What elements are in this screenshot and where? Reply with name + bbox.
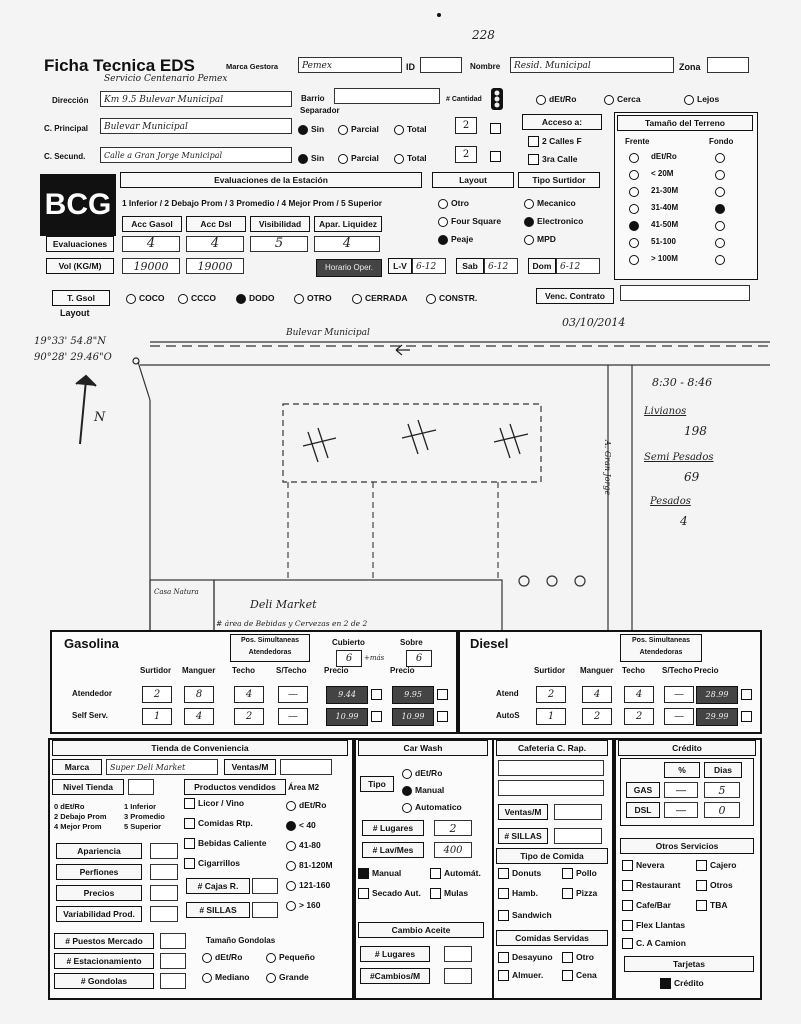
c-principal-label: C. Principal bbox=[44, 124, 89, 133]
bcg-logo: BCG bbox=[40, 174, 116, 236]
evaluaciones-scale: 1 Inferior / 2 Debajo Prom / 3 Promedio / 4 Mejor Prom / 5 Superior bbox=[122, 198, 383, 208]
comida-tipo-0[interactable]: Donuts bbox=[498, 868, 541, 879]
comida-blank-2[interactable] bbox=[498, 780, 604, 796]
otros-item-5[interactable]: TBA bbox=[696, 900, 727, 911]
credito-dsl-dias[interactable]: 0 bbox=[704, 802, 740, 818]
cambio-aceite-header: Cambio Aceite bbox=[358, 922, 484, 938]
sillas-field[interactable] bbox=[252, 902, 278, 918]
gasolina-cell[interactable]: 2 bbox=[234, 708, 264, 725]
carwash-lav-label: # Lav/Mes bbox=[362, 842, 424, 858]
comida-blank-1[interactable] bbox=[498, 760, 604, 776]
fondo-radio[interactable] bbox=[715, 170, 725, 180]
gasolina-col-header: Precio bbox=[390, 666, 415, 675]
tienda-level: 3 Promedio bbox=[124, 812, 165, 821]
comida-sillas-field[interactable] bbox=[554, 828, 602, 844]
fondo-radio[interactable] bbox=[715, 153, 725, 163]
stat-value-2: 4 bbox=[680, 514, 688, 528]
mas-label: +más bbox=[364, 654, 385, 662]
pump-island-icons bbox=[303, 420, 528, 462]
tienda-eval-field[interactable] bbox=[150, 843, 178, 859]
comida-ventas-label: Ventas/M bbox=[498, 804, 548, 820]
tienda-marca-label: Marca bbox=[52, 759, 102, 775]
terreno-header: Tamaño del Terreno bbox=[617, 115, 753, 131]
property-edge-line bbox=[138, 362, 150, 400]
c-secund-total[interactable]: Total bbox=[394, 153, 427, 164]
cambio-lugares-field[interactable] bbox=[444, 946, 472, 962]
stat-label-2: Pesados bbox=[650, 496, 691, 507]
tarjetas-header: Tarjetas bbox=[624, 956, 754, 972]
acceso-2-calles[interactable]: 2 Calles F bbox=[528, 136, 582, 147]
c-secund-parcial[interactable]: Parcial bbox=[338, 153, 379, 164]
comida-header: Cafeteria C. Rap. bbox=[496, 740, 608, 756]
col-apar-liquidez: Apar. Liquidez bbox=[314, 216, 382, 232]
tienda-eval-field[interactable] bbox=[150, 906, 178, 922]
c-principal-check[interactable] bbox=[490, 120, 504, 138]
carwash-header: Car Wash bbox=[358, 740, 488, 756]
gasolina-cell[interactable]: 4 bbox=[234, 686, 264, 703]
dom-field[interactable]: 6-12 bbox=[556, 258, 600, 274]
gasolina-cell[interactable]: — bbox=[278, 708, 308, 725]
c-principal-sin[interactable]: Sin bbox=[298, 124, 324, 135]
comida-tipo-3[interactable]: Pizza bbox=[562, 888, 597, 899]
sillas-label: # SILLAS bbox=[186, 902, 250, 918]
eval-acc-dsl[interactable]: 4 bbox=[186, 236, 244, 252]
otros-item-3[interactable]: Otros bbox=[696, 880, 733, 891]
tipo-gasol-otro[interactable]: OTRO bbox=[294, 293, 332, 304]
north-arrow-icon bbox=[76, 376, 96, 444]
horario-label: Horario Oper. bbox=[316, 259, 382, 277]
comida-tipo-4[interactable]: Sandwich bbox=[498, 910, 552, 921]
fondo-radio[interactable] bbox=[715, 238, 725, 248]
eval-acc-gasol[interactable]: 4 bbox=[122, 236, 180, 252]
layout-option-1[interactable]: Four Square bbox=[438, 216, 501, 227]
gasolina-price[interactable]: 10.99 bbox=[392, 708, 434, 726]
carwash-extra-secado[interactable]: Secado Aut. bbox=[358, 888, 421, 899]
coordinate-point-icon bbox=[133, 358, 139, 364]
c-principal-parcial[interactable]: Parcial bbox=[338, 124, 379, 135]
diesel-col-header: Techo bbox=[622, 666, 645, 675]
coordinate-2: 90°28' 29.46"O bbox=[34, 352, 112, 363]
frente-radio[interactable] bbox=[629, 255, 639, 265]
diesel-cell[interactable]: 2 bbox=[582, 708, 612, 725]
eval-apar-liquidez[interactable]: 4 bbox=[314, 236, 380, 252]
fondo-radio[interactable] bbox=[715, 187, 725, 197]
tienda-eval-field[interactable] bbox=[150, 864, 178, 880]
carwash-lugares-field[interactable]: 2 bbox=[434, 820, 472, 836]
marca-gestora-note: Servicio Centenario Pemex bbox=[104, 74, 228, 84]
terreno-row-label: < 20M bbox=[651, 169, 674, 178]
site-sketch bbox=[0, 320, 801, 632]
lejos-option[interactable]: Lejos bbox=[684, 94, 719, 105]
gasolina-cell[interactable]: 1 bbox=[142, 708, 172, 725]
frente-radio[interactable] bbox=[629, 221, 639, 231]
tienda-level: 1 Inferior bbox=[124, 802, 157, 811]
carwash-lav-field[interactable]: 400 bbox=[434, 842, 472, 858]
tamano-option-1[interactable]: Pequeño bbox=[266, 952, 315, 963]
puestos-label: # Puestos Mercado bbox=[54, 933, 154, 949]
otros-item-4[interactable]: Cafe/Bar bbox=[622, 900, 671, 911]
traffic-count-hours: 8:30 - 8:46 bbox=[652, 376, 713, 389]
gasolina-price[interactable]: 9.44 bbox=[326, 686, 368, 704]
otros-item-7[interactable]: C. A Camion bbox=[622, 938, 686, 949]
credito-header: Crédito bbox=[618, 740, 756, 756]
area-option[interactable]: dEt/Ro bbox=[286, 800, 326, 811]
stat-value-0: 198 bbox=[684, 424, 707, 438]
cajas-label: # Cajas R. bbox=[186, 878, 250, 894]
tipo-gasol-dodo[interactable]: DODO bbox=[236, 293, 275, 304]
store-label: Deli Market bbox=[250, 598, 317, 611]
nombre-field[interactable]: Resid. Municipal bbox=[510, 57, 674, 73]
tienda-eval-label: Apariencia bbox=[56, 843, 142, 859]
diesel-col-header: Manguer bbox=[580, 666, 614, 675]
carwash-tipo-1[interactable]: Manual bbox=[402, 785, 444, 796]
producto-item[interactable]: Cigarrillos bbox=[184, 858, 240, 869]
tienda-level: 2 Debajo Prom bbox=[54, 812, 107, 821]
direccion-label: Dirección bbox=[52, 96, 89, 105]
gasolina-cell[interactable]: 4 bbox=[184, 708, 214, 725]
cambio-mes-label: #Cambios/M bbox=[360, 968, 430, 984]
cerca-option[interactable]: Cerca bbox=[604, 94, 641, 105]
area-option[interactable]: 41-80 bbox=[286, 840, 321, 851]
carwash-extra-automat[interactable]: Automát. bbox=[430, 868, 481, 879]
stat-label-1: Semi Pesados bbox=[644, 452, 714, 463]
left-box-label: Casa Natura bbox=[154, 588, 199, 596]
evaluaciones-header: Evaluaciones de la Estación bbox=[120, 172, 422, 188]
diesel-col-header: S/Techo bbox=[662, 666, 693, 675]
dentro-option[interactable]: dEt/Ro bbox=[536, 94, 576, 105]
cajas-field[interactable] bbox=[252, 878, 278, 894]
tienda-eval-label: Perfiones bbox=[56, 864, 142, 880]
diesel-price-check[interactable] bbox=[741, 711, 752, 722]
producto-item[interactable]: Comidas Rtp. bbox=[184, 818, 253, 829]
vol-acc-gasol[interactable]: 19000 bbox=[122, 258, 180, 274]
gasolina-row-label: Self Serv. bbox=[72, 711, 108, 720]
tamano-option-2[interactable]: Mediano bbox=[202, 972, 249, 983]
layout-sketch-label: Layout bbox=[60, 308, 90, 318]
venc-contrato-label: Venc. Contrato bbox=[536, 288, 614, 304]
cantidad-label: # Cantidad bbox=[446, 96, 482, 103]
frente-radio[interactable] bbox=[629, 187, 639, 197]
frente-radio[interactable] bbox=[629, 204, 639, 214]
carwash-tipo-2[interactable]: Automatico bbox=[402, 802, 462, 813]
tienda-eval-field[interactable] bbox=[150, 885, 178, 901]
diesel-price-check[interactable] bbox=[741, 689, 752, 700]
cambio-mes-field[interactable] bbox=[444, 968, 472, 984]
tienda-ventas-label: Ventas/M bbox=[224, 759, 276, 775]
gasolina-col-header: S/Techo bbox=[276, 666, 307, 675]
gasolina-price-check[interactable] bbox=[437, 711, 448, 722]
puestos-field[interactable] bbox=[160, 933, 186, 949]
tarjeta-credito[interactable]: Crédito bbox=[660, 978, 704, 989]
cubierto-value[interactable]: 6 bbox=[336, 650, 362, 667]
gondolas-label: # Gondolas bbox=[54, 973, 154, 989]
nivel-tienda-label: Nivel Tienda bbox=[52, 779, 124, 795]
gasolina-col-header: Techo bbox=[232, 666, 255, 675]
area-label: Área M2 bbox=[288, 783, 320, 792]
credito-col-dias: Dias bbox=[704, 762, 742, 778]
diesel-cell[interactable]: 2 bbox=[536, 686, 566, 703]
tamano-label: Tamaño Gondolas bbox=[206, 936, 276, 945]
side-road-label: A. Gran Jorge bbox=[603, 440, 612, 496]
tipo-gasol-constr[interactable]: CONSTR. bbox=[426, 293, 477, 304]
gasolina-col-header: Surtidor bbox=[140, 666, 172, 675]
diesel-cell[interactable]: — bbox=[664, 686, 694, 703]
gasolina-price-check[interactable] bbox=[371, 689, 382, 700]
comida-tipo-1[interactable]: Pollo bbox=[562, 868, 597, 879]
stat-label-0: Livianos bbox=[644, 406, 687, 417]
diesel-col-header: Surtidor bbox=[534, 666, 566, 675]
surtidor-option-2[interactable]: MPD bbox=[524, 234, 556, 245]
comida-servicio-2[interactable]: Almuer. bbox=[498, 970, 543, 981]
diesel-cell[interactable]: 1 bbox=[536, 708, 566, 725]
otros-item-2[interactable]: Restaurant bbox=[622, 880, 680, 891]
credito-dsl-label: DSL bbox=[626, 802, 660, 818]
id-field[interactable] bbox=[420, 57, 462, 73]
barrio-label: Barrio bbox=[301, 94, 325, 103]
comida-ventas-field[interactable] bbox=[554, 804, 602, 820]
gasolina-cell[interactable]: 2 bbox=[142, 686, 172, 703]
area-option[interactable]: < 40 bbox=[286, 820, 316, 831]
diesel-cell[interactable]: 4 bbox=[624, 686, 654, 703]
terreno-row-label: 41-50M bbox=[651, 220, 679, 229]
fondo-radio[interactable] bbox=[715, 204, 725, 214]
gasolina-price[interactable]: 9.95 bbox=[392, 686, 434, 704]
area-option[interactable]: 81-120M bbox=[286, 860, 333, 871]
fondo-radio[interactable] bbox=[715, 221, 725, 231]
comida-sillas-label: # SILLAS bbox=[498, 828, 548, 844]
comida-tipo-2[interactable]: Hamb. bbox=[498, 888, 538, 899]
gasolina-col-header: Precio bbox=[324, 666, 349, 675]
col-acc-dsl: Acc Dsl bbox=[186, 216, 246, 232]
tank-icon-1 bbox=[519, 576, 529, 586]
tamano-option-0[interactable]: dEt/Ro bbox=[202, 952, 242, 963]
carwash-extra-manual[interactable]: Manual bbox=[358, 868, 401, 879]
surtidor-option-0[interactable]: Mecanico bbox=[524, 198, 576, 209]
gasolina-price-check[interactable] bbox=[371, 711, 382, 722]
gasolina-row-label: Atendedor bbox=[72, 689, 112, 698]
frente-radio[interactable] bbox=[629, 238, 639, 248]
nivel-tienda-field[interactable] bbox=[128, 779, 154, 795]
area-option[interactable]: > 160 bbox=[286, 900, 321, 911]
producto-item[interactable]: Licor / Vino bbox=[184, 798, 244, 809]
gasolina-cell[interactable]: — bbox=[278, 686, 308, 703]
c-secund-check[interactable] bbox=[490, 148, 504, 166]
evaluaciones-row-label: Evaluaciones bbox=[46, 236, 114, 252]
gasolina-col-header: Manguer bbox=[182, 666, 216, 675]
tienda-level: 5 Superior bbox=[124, 822, 162, 831]
zona-field[interactable] bbox=[707, 57, 749, 73]
coordinate-1: 19°33' 54.8"N bbox=[34, 336, 106, 347]
canopy-outline bbox=[283, 404, 541, 482]
barrio-field[interactable] bbox=[334, 88, 440, 104]
marca-gestora-field[interactable]: Pemex bbox=[298, 57, 402, 73]
c-secund-label: C. Secund. bbox=[44, 152, 86, 161]
separador-label: Separador bbox=[300, 106, 340, 115]
sab-field[interactable]: 6-12 bbox=[484, 258, 518, 274]
terreno-section bbox=[614, 112, 758, 280]
diesel-pos-label: Pos. Simultaneas Atendedoras bbox=[620, 634, 702, 662]
diesel-cell[interactable]: — bbox=[664, 708, 694, 725]
productos-label: Productos vendidos bbox=[184, 779, 286, 795]
c-principal-count[interactable]: 2 bbox=[455, 117, 477, 134]
credito-gas-dias[interactable]: 5 bbox=[704, 782, 740, 798]
otros-item-1[interactable]: Cajero bbox=[696, 860, 736, 871]
gasolina-price[interactable]: 10.99 bbox=[326, 708, 368, 726]
store-note: # área de Bebidas y Cervezas en 2 de 2 bbox=[216, 619, 368, 628]
tienda-ventas-field[interactable] bbox=[280, 759, 332, 775]
acceso-3ra-calle[interactable]: 3ra Calle bbox=[528, 154, 577, 165]
col-visibilidad: Visibilidad bbox=[250, 216, 310, 232]
comida-servicio-3[interactable]: Cena bbox=[562, 970, 597, 981]
tienda-marca-field[interactable]: Super Deli Market bbox=[106, 759, 218, 775]
terreno-row-label: 51-100 bbox=[651, 237, 676, 246]
tienda-level: 4 Mejor Prom bbox=[54, 822, 102, 831]
page-number: 228 bbox=[472, 28, 495, 42]
cubierto-label: Cubierto bbox=[332, 638, 365, 647]
producto-item[interactable]: Bebidas Caliente bbox=[184, 838, 267, 849]
vol-acc-dsl[interactable]: 19000 bbox=[186, 258, 244, 274]
cambio-lugares-label: # Lugares bbox=[360, 946, 430, 962]
nombre-label: Nombre bbox=[470, 62, 501, 71]
carwash-extra-mulas[interactable]: Mulas bbox=[430, 888, 468, 899]
tienda-eval-label: Precios bbox=[56, 885, 142, 901]
otros-item-6[interactable]: Flex Llantas bbox=[622, 920, 685, 931]
tamano-option-3[interactable]: Grande bbox=[266, 972, 309, 983]
fondo-radio[interactable] bbox=[715, 255, 725, 265]
comidas-servidas-header: Comidas Servidas bbox=[496, 930, 608, 946]
id-label: ID bbox=[406, 62, 415, 72]
diesel-row-label: AutoS bbox=[496, 711, 520, 720]
tipo-gasol-ccco[interactable]: CCCO bbox=[178, 293, 216, 304]
diesel-col-header: Precio bbox=[694, 666, 719, 675]
estacionamientos-field[interactable] bbox=[160, 953, 186, 969]
sobre-value[interactable]: 6 bbox=[406, 650, 432, 667]
comida-servicio-0[interactable]: Desayuno bbox=[498, 952, 553, 963]
credito-gas-label: GAS bbox=[626, 782, 660, 798]
vol-row-label: Vol (KG/M) bbox=[46, 258, 114, 274]
gasolina-cell[interactable]: 8 bbox=[184, 686, 214, 703]
terreno-row-label: 21-30M bbox=[651, 186, 679, 195]
gondolas-field[interactable] bbox=[160, 973, 186, 989]
credito-gas-pct[interactable]: — bbox=[664, 782, 698, 798]
area-option[interactable]: 121-160 bbox=[286, 880, 330, 891]
otros-item-0[interactable]: Nevera bbox=[622, 860, 664, 871]
c-secund-sin[interactable]: Sin bbox=[298, 153, 324, 164]
carwash-tipo-0[interactable]: dEt/Ro bbox=[402, 768, 442, 779]
carwash-lugares-label: # Lugares bbox=[362, 820, 424, 836]
layout-header: Layout bbox=[432, 172, 514, 188]
north-label: N bbox=[94, 410, 106, 425]
tienda-eval-label: Variabilidad Prod. bbox=[56, 906, 142, 922]
estacionamientos-label: # Estacionamiento bbox=[54, 953, 154, 969]
tipo-gasol-label: T. Gsol bbox=[52, 290, 110, 306]
otros-servicios-header: Otros Servicios bbox=[620, 838, 754, 854]
c-principal-total[interactable]: Total bbox=[394, 124, 427, 135]
frente-label: Frente bbox=[625, 137, 650, 146]
c-principal-field[interactable]: Bulevar Municipal bbox=[100, 118, 292, 134]
diesel-cell[interactable]: 4 bbox=[582, 686, 612, 703]
frente-radio[interactable] bbox=[629, 153, 639, 163]
diesel-row-label: Atend bbox=[496, 689, 519, 698]
lv-label: L-V bbox=[388, 258, 412, 274]
marca-gestora-label: Marca Gestora bbox=[226, 62, 279, 71]
gasolina-title: Gasolina bbox=[64, 636, 119, 651]
gasolina-price-check[interactable] bbox=[437, 689, 448, 700]
c-secund-count[interactable]: 2 bbox=[455, 146, 477, 163]
tienda-header: Tienda de Conveniencia bbox=[52, 740, 348, 756]
c-secund-field[interactable]: Calle a Gran Jorge Municipal bbox=[100, 147, 292, 163]
venc-contrato-field[interactable] bbox=[620, 285, 750, 301]
layout-option-0[interactable]: Otro bbox=[438, 198, 469, 209]
terreno-row-label: > 100M bbox=[651, 254, 678, 263]
comida-servicio-1[interactable]: Otro bbox=[562, 952, 594, 963]
terreno-row-label: 31-40M bbox=[651, 203, 679, 212]
tipo-comida-header: Tipo de Comida bbox=[496, 848, 608, 864]
traffic-light-icon bbox=[490, 88, 504, 110]
layout-option-2[interactable]: Peaje bbox=[438, 234, 473, 245]
credito-dsl-pct[interactable]: — bbox=[664, 802, 698, 818]
acceso-header: Acceso a: bbox=[522, 114, 602, 130]
diesel-cell[interactable]: 2 bbox=[624, 708, 654, 725]
frente-radio[interactable] bbox=[629, 170, 639, 180]
sobre-label: Sobre bbox=[400, 638, 423, 647]
tipo-gasol-cerrada[interactable]: CERRADA bbox=[352, 293, 408, 304]
zona-label: Zona bbox=[679, 62, 701, 72]
tipo-surtidor-header: Tipo Surtidor bbox=[518, 172, 600, 188]
tank-icon-2 bbox=[547, 576, 557, 586]
sketch-date: 03/10/2014 bbox=[562, 316, 626, 329]
dom-label: Dom bbox=[528, 258, 556, 274]
lv-field[interactable]: 6-12 bbox=[412, 258, 446, 274]
diesel-price[interactable]: 28.99 bbox=[696, 686, 738, 704]
surtidor-option-1[interactable]: Electronico bbox=[524, 216, 583, 227]
gasolina-pos-label: Pos. Simultaneas Atendedoras bbox=[230, 634, 310, 662]
diesel-title: Diesel bbox=[470, 636, 509, 651]
tienda-level: 0 dEt/Ro bbox=[54, 802, 85, 811]
col-acc-gasol: Acc Gasol bbox=[122, 216, 182, 232]
tipo-gasol-coco[interactable]: COCO bbox=[126, 293, 165, 304]
tank-icon-3 bbox=[575, 576, 585, 586]
credito-col-pct: % bbox=[664, 762, 700, 778]
page-title: Ficha Tecnica EDS bbox=[44, 56, 195, 75]
diesel-price[interactable]: 29.99 bbox=[696, 708, 738, 726]
terreno-row-label: dEt/Ro bbox=[651, 152, 677, 161]
sab-label: Sab bbox=[456, 258, 484, 274]
direccion-field[interactable]: Km 9.5 Bulevar Municipal bbox=[100, 91, 292, 107]
hole-punch-mark bbox=[437, 13, 441, 17]
fondo-label: Fondo bbox=[709, 137, 734, 146]
eval-visibilidad[interactable]: 5 bbox=[250, 236, 308, 252]
road-label: Bulevar Municipal bbox=[286, 328, 370, 338]
stat-value-1: 69 bbox=[684, 470, 700, 484]
carwash-tipo-label: Tipo bbox=[360, 776, 394, 792]
